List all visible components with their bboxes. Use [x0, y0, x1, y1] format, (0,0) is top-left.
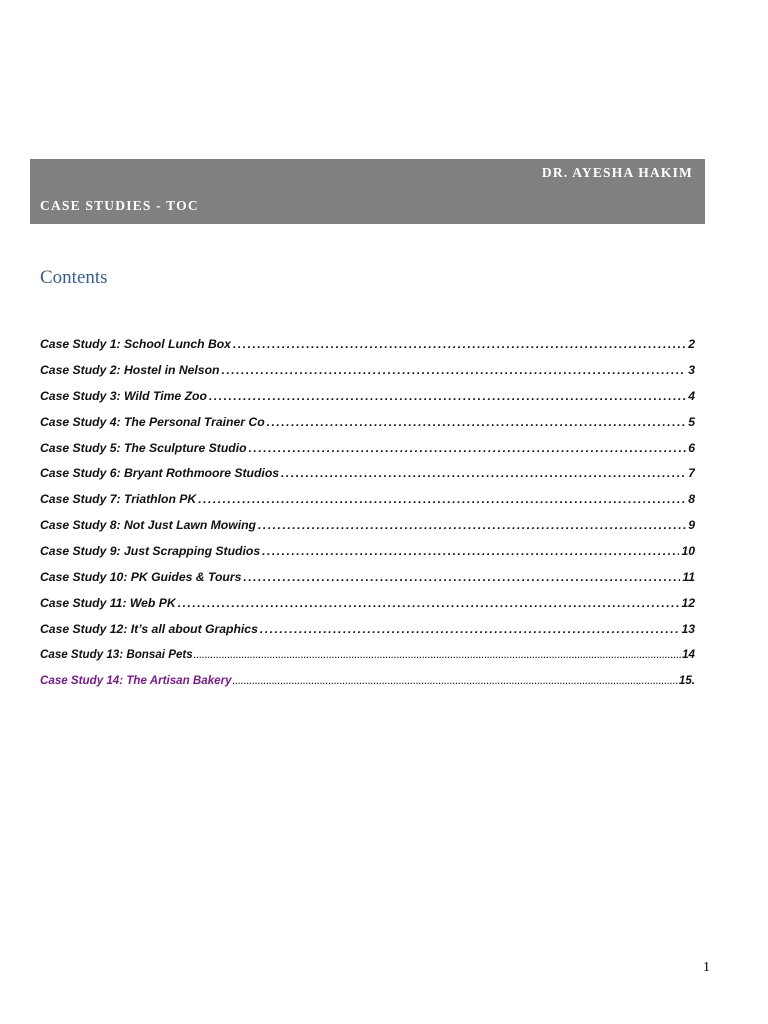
toc-entry[interactable]	[40, 492, 695, 518]
toc-entry-page: 4	[688, 388, 695, 403]
toc-entry-title: Case Study 11: Web PK	[40, 595, 176, 610]
toc-entry-page: 3	[688, 362, 695, 377]
toc-dot-leader	[233, 337, 686, 351]
toc-entry-page: 9	[688, 518, 695, 533]
toc-entry-page: 13	[681, 621, 695, 636]
toc-entry-page: 12	[681, 595, 695, 610]
toc-dot-leader	[281, 466, 686, 480]
toc-entry-page: 14	[682, 647, 695, 661]
toc-entry-title: Case Study 4: The Personal Trainer Co	[40, 414, 265, 429]
toc-dot-leader	[178, 596, 680, 610]
toc-entry-title: Case Study 12: It’s all about Graphics	[40, 621, 258, 636]
toc-dot-leader	[198, 492, 686, 506]
toc-entry[interactable]	[40, 441, 695, 467]
toc-dot-leader	[267, 415, 687, 429]
toc-entry[interactable]	[40, 544, 695, 570]
toc-entry-title: Case Study 13: Bonsai Pets	[40, 647, 193, 661]
toc-entry-page: 8	[688, 492, 695, 507]
toc-entry-page: 11	[682, 570, 695, 585]
header-title: CASE STUDIES - TOC	[40, 198, 199, 213]
toc-entry-title: Case Study 5: The Sculpture Studio	[40, 440, 247, 455]
toc-entry-title: Case Study 14: The Artisan Bakery	[40, 673, 232, 687]
toc-dot-leader	[262, 544, 679, 558]
toc-dot-leader	[233, 677, 678, 686]
page-number: 1	[703, 960, 710, 975]
toc-entry-title: Case Study 9: Just Scrapping Studios	[40, 544, 261, 559]
toc-entry[interactable]	[40, 570, 695, 596]
toc-entry-link[interactable]	[40, 674, 695, 700]
toc-entry-page: 7	[688, 466, 695, 481]
toc-dot-leader	[249, 441, 687, 455]
toc-dot-leader	[221, 363, 686, 377]
toc-entry-title: Case Study 6: Bryant Rothmoore Studios	[40, 466, 280, 481]
toc-dot-leader	[209, 389, 686, 403]
toc-dot-leader	[258, 518, 686, 532]
toc-entry-title: Case Study 7: Triathlon PK	[40, 492, 197, 507]
toc-entry-title: Case Study 3: Wild Time Zoo	[40, 388, 207, 403]
toc-entry-title: Case Study 2: Hostel in Nelson	[40, 362, 220, 377]
toc-entry-title: Case Study 1: School Lunch Box	[40, 337, 231, 351]
toc-dot-leader	[194, 651, 681, 660]
table-of-contents	[40, 337, 695, 699]
toc-dot-leader	[243, 570, 680, 584]
toc-dot-leader	[260, 622, 680, 636]
contents-heading: Contents	[40, 267, 108, 288]
toc-entry[interactable]	[40, 622, 695, 648]
toc-entry-page: 15.	[678, 673, 695, 687]
toc-entry[interactable]	[40, 389, 695, 415]
toc-entry[interactable]	[40, 337, 695, 363]
toc-entry-page: 2	[688, 337, 695, 351]
toc-entry[interactable]	[40, 648, 695, 674]
toc-entry-title: Case Study 10: PK Guides & Tours	[40, 570, 242, 585]
toc-entry[interactable]	[40, 363, 695, 389]
toc-entry-page: 10	[681, 544, 695, 559]
toc-entry-title: Case Study 8: Not Just Lawn Mowing	[40, 518, 257, 533]
toc-entry[interactable]	[40, 596, 695, 622]
toc-entry[interactable]	[40, 415, 695, 441]
toc-entry[interactable]	[40, 466, 695, 492]
header-band	[30, 159, 705, 224]
toc-entry-page: 6	[688, 440, 695, 455]
toc-entry[interactable]	[40, 518, 695, 544]
toc-entry-page: 5	[688, 414, 695, 429]
header-author: DR. AYESHA HAKIM	[541, 165, 693, 180]
